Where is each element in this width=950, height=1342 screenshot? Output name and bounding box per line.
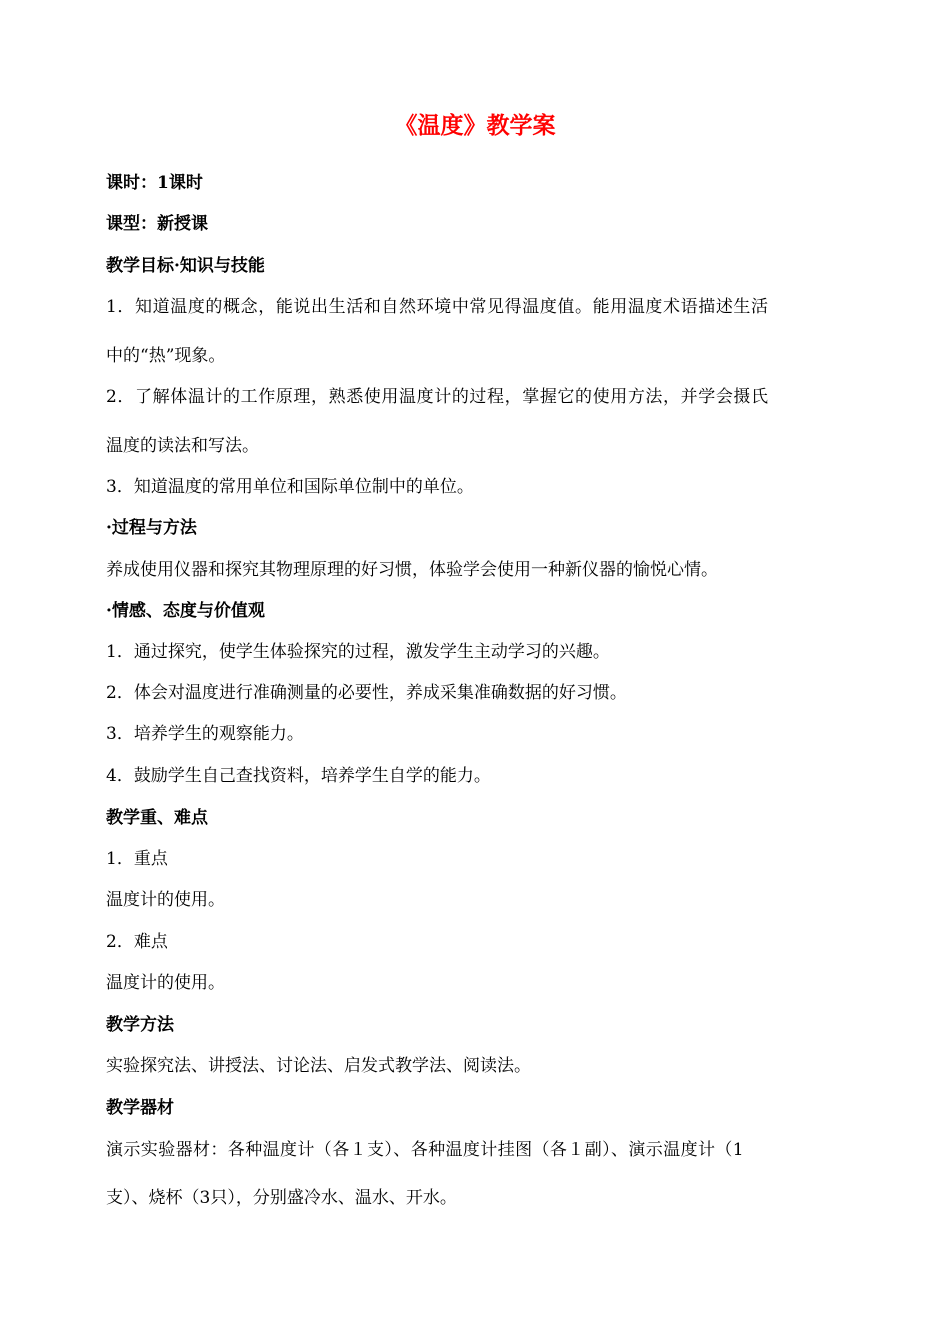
- paragraph-line: 养成使用仪器和探究其物理原理的好习惯，体验学会使用一种新仪器的愉悦心情。: [106, 560, 718, 580]
- paragraph-line: 温度计的使用。: [106, 890, 225, 910]
- document-title: 《温度》教学案: [394, 112, 556, 139]
- paragraph-line: 1．通过探究，使学生体验探究的过程，激发学生主动学习的兴趣。: [106, 642, 610, 662]
- paragraph-line: 3．培养学生的观察能力。: [106, 724, 304, 744]
- section-heading-attitude: ·情感、态度与价值观: [106, 601, 265, 621]
- paragraph-line: 1．知道温度的概念，能说出生活和自然环境中常见得温度值。能用温度术语描述生活: [106, 297, 769, 317]
- section-heading-methods: 教学方法: [106, 1015, 174, 1035]
- paragraph-line: 4．鼓励学生自己查找资料，培养学生自学的能力。: [106, 766, 491, 786]
- paragraph-line: 演示实验器材：各种温度计（各１支）、各种温度计挂图（各１副）、演示温度计（1: [106, 1140, 745, 1160]
- paragraph-line: 2．了解体温计的工作原理，熟悉使用温度计的过程，掌握它的使用方法，并学会摄氏: [106, 387, 769, 407]
- paragraph-line: 2．体会对温度进行准确测量的必要性，养成采集准确数据的好习惯。: [106, 683, 627, 703]
- paragraph-line: 温度的读法和写法。: [106, 436, 259, 456]
- paragraph-line: 3．知道温度的常用单位和国际单位制中的单位。: [106, 477, 474, 497]
- paragraph-line: 2．难点: [106, 932, 168, 952]
- section-heading-equipment: 教学器材: [106, 1098, 174, 1118]
- paragraph-line: 1．重点: [106, 849, 168, 869]
- section-heading-key-points: 教学重、难点: [106, 808, 208, 828]
- section-heading-objectives: 教学目标·知识与技能: [106, 256, 265, 276]
- paragraph-line: 中的“热”现象。: [106, 346, 226, 366]
- paragraph-line: 支）、烧杯（3只），分别盛冷水、温水、开水。: [106, 1188, 457, 1208]
- paragraph-line: 温度计的使用。: [106, 973, 225, 993]
- section-heading-process: ·过程与方法: [106, 518, 197, 538]
- class-type: 课型：新授课: [106, 214, 208, 234]
- paragraph-line: 实验探究法、讲授法、讨论法、启发式教学法、阅读法。: [106, 1056, 531, 1076]
- class-hours: 课时：1课时: [106, 173, 203, 193]
